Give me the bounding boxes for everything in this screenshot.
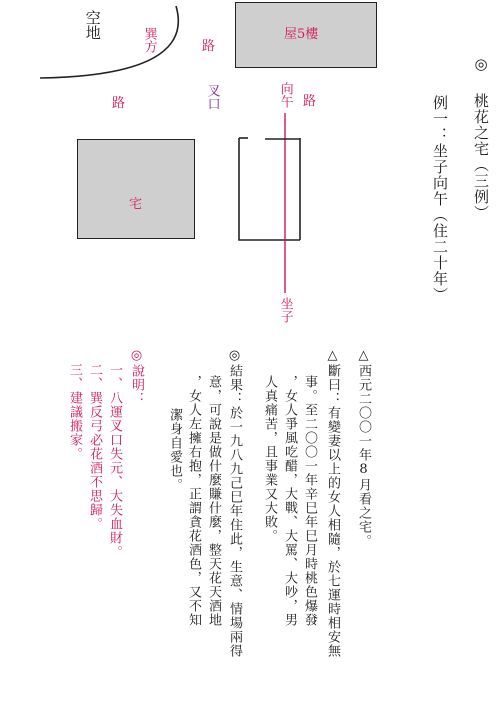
xun-direction-label: 巽方 <box>141 27 157 53</box>
note-title: ◎說明： <box>129 348 144 406</box>
page-title: ◎ 桃花之宅（三例） <box>472 55 490 221</box>
text-line-1: △西元二〇〇一年8月看之宅。 <box>356 348 371 548</box>
empty-land-label: 空地 <box>83 10 102 40</box>
note-item-2: 二、巽反弓必花酒不思歸。 <box>87 363 102 531</box>
text-line-4: ，女人爭風吃醋，大戰、大罵、大吵，男 <box>282 375 297 627</box>
text-line-3: 事。至二〇〇一年辛巳年巳月時桃色爆發 <box>302 375 317 627</box>
sitting-label: 坐子 <box>277 297 293 323</box>
subject-house-right-wall <box>298 138 306 242</box>
facing-label: 向午 <box>277 82 293 108</box>
result-line-4: 潔身自愛也。 <box>167 408 182 492</box>
text-line-2: △斷曰：有變妻以上的女人相隨，於七運時相安無 <box>325 348 340 658</box>
road-left-label: 路 <box>112 96 126 111</box>
subject-house-top-right <box>265 138 305 142</box>
house-label: 宅 <box>129 197 143 212</box>
road-right-label: 路 <box>303 94 317 109</box>
road-top-label: 路 <box>202 39 216 54</box>
house-box <box>77 139 195 239</box>
example-heading: 例一：坐子向午（住二十年） <box>431 95 449 303</box>
result-line-2: 意，可說是做什麼賺什麼，整天花天酒地 <box>206 375 221 627</box>
note-item-1: 一、八運叉口失元、大失血財。 <box>107 363 122 559</box>
note-item-3: 三、建議搬家。 <box>67 363 82 461</box>
result-line-1: ◎結果：於一九八九己巳年住此，生意、情場兩得 <box>227 348 242 658</box>
fork-label: 叉口 <box>204 84 220 110</box>
building-label: 屋5樓 <box>284 27 319 42</box>
result-line-3: ，女人左擁右抱，正謂貪花酒色，又不知 <box>186 375 201 627</box>
text-line-5: 人真痛苦，且事業又大敗。 <box>262 375 277 543</box>
